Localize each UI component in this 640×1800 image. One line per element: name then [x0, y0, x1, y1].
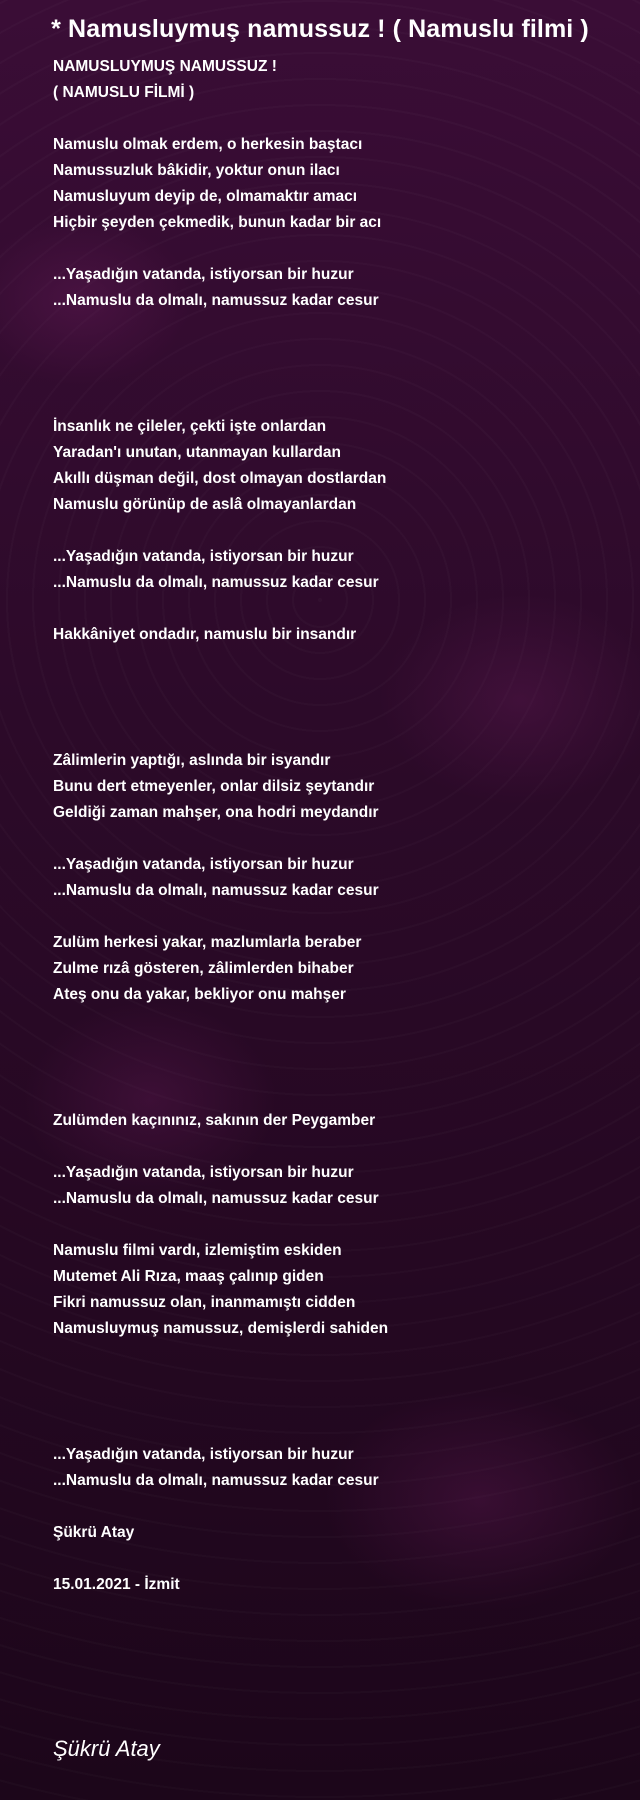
stanza [53, 930, 613, 1008]
refrain-line: ...Namuslu da olmalı, namussuz kadar cesur [53, 574, 379, 591]
poem-line: Zulme rızâ gösteren, zâlimlerden bihaber [53, 960, 354, 977]
refrain-line: ...Namuslu da olmalı, namussuz kadar cesur [53, 292, 379, 309]
stanza [53, 852, 613, 904]
stanza [53, 1572, 613, 1598]
poem-body [53, 54, 613, 1624]
poem-line: Namusluyum deyip de, olmamaktır amacı [53, 188, 358, 205]
stanza [53, 1520, 613, 1546]
poem-line: Hiçbir şeyden çekmedik, bunun kadar bir acı [53, 214, 382, 231]
stanza [53, 544, 613, 596]
stanza [53, 1238, 613, 1342]
poem-line: Mutemet Ali Rıza, maaş çalınıp giden [53, 1268, 324, 1285]
poem-line: Bunu dert etmeyenler, onlar dilsiz şeytandır [53, 778, 375, 795]
poem-line: Namuslu görünüp de aslâ olmayanlardan [53, 496, 357, 513]
refrain-line: ...Namuslu da olmalı, namussuz kadar cesur [53, 1472, 379, 1489]
stanza [53, 748, 613, 826]
stanza [53, 1160, 613, 1212]
poem-line: Akıllı düşman değil, dost olmayan dostlardan [53, 470, 387, 487]
stanza [53, 262, 613, 314]
poem-line: Zâlimlerin yaptığı, aslında bir isyandır [53, 752, 331, 769]
poem-line: NAMUSLUYMUŞ NAMUSSUZ ! [53, 58, 277, 75]
stanza [53, 622, 613, 648]
poem-line: Hakkâniyet ondadır, namuslu bir insandır [53, 626, 357, 643]
stanza [53, 54, 613, 106]
poem-line: Ateş onu da yakar, bekliyor onu mahşer [53, 986, 346, 1003]
poem-line: Namusluymuş namussuz, demişlerdi sahiden [53, 1320, 389, 1337]
poem-line: ( NAMUSLU FİLMİ ) [53, 84, 195, 101]
refrain-line: ...Namuslu da olmalı, namussuz kadar cesur [53, 882, 379, 899]
refrain-line: ...Yaşadığın vatanda, istiyorsan bir huzur [53, 1164, 354, 1181]
stanza [53, 414, 613, 518]
refrain-line: ...Yaşadığın vatanda, istiyorsan bir huzur [53, 856, 354, 873]
refrain-line: ...Yaşadığın vatanda, istiyorsan bir huzur [53, 548, 354, 565]
poem-line: İnsanlık ne çileler, çekti işte onlardan [53, 418, 327, 435]
poem-line: Fikri namussuz olan, inanmamıştı cidden [53, 1294, 356, 1311]
stanza [53, 132, 613, 236]
poem-line: Zulümden kaçınınız, sakının der Peygamber [53, 1112, 376, 1129]
refrain-line: ...Namuslu da olmalı, namussuz kadar cesur [53, 1190, 379, 1207]
stanza [53, 1442, 613, 1494]
stanza [53, 1108, 613, 1134]
author-name: Şükrü Atay [53, 1524, 135, 1541]
poem-line: Namuslu filmi vardı, izlemiştim eskiden [53, 1242, 342, 1259]
poem-line: Zulüm herkesi yakar, mazlumlarla beraber [53, 934, 362, 951]
poem-line: Geldiği zaman mahşer, ona hodri meydandır [53, 804, 379, 821]
author-signature: Şükrü Atay [53, 1736, 160, 1761]
poem-line: Yaradan'ı unutan, utanmayan kullardan [53, 444, 341, 461]
refrain-line: ...Yaşadığın vatanda, istiyorsan bir huzur [53, 1446, 354, 1463]
refrain-line: ...Yaşadığın vatanda, istiyorsan bir huzur [53, 266, 354, 283]
poem-line: Namussuzluk bâkidir, yoktur onun ilacı [53, 162, 340, 179]
poem-line: Namuslu olmak erdem, o herkesin baştacı [53, 136, 363, 153]
poem-title: * Namusluymuş namussuz ! ( Namuslu filmi ) [51, 15, 589, 43]
poem-date-place: 15.01.2021 - İzmit [53, 1576, 180, 1593]
